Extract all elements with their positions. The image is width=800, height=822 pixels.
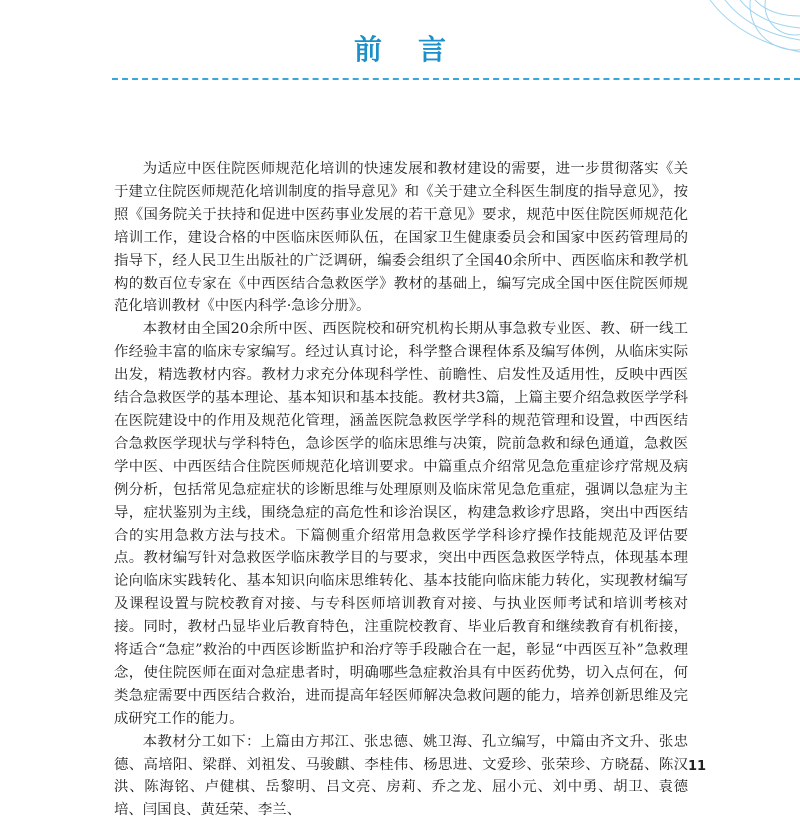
paragraph-purpose: 为适应中医住院医师规范化培训的快速发展和教材建设的需要，进一步贯彻落实《关于建立住院医师规范化培训制度的指导意见》和《关于建立全科医生制度的指导意见》，按照《国务院关于扶持和促进中医药事业发展的若干意见》要求，规范中医住院医师规范化培训工作，建设合格的中医临床医师队伍，在国家卫生健康委员会和国家中医药管理局的指导下，经人民卫生出版社的广泛调研，编委会组织了全国40余所中、西医临床和教学机构的数百位专家在《中西医结合急救医学》教材的基础上，编写完成全国中医住院医师规范化培训教材《中医内科学·急诊分册》。 xyxy=(114,161,688,315)
title-divider xyxy=(112,78,800,80)
page-title: 前言 xyxy=(353,33,482,66)
paragraph-content: 本教材由全国20余所中医、西医院校和研究机构长期从事急救专业医、教、研一线工作经验丰富的临床专家编写。经过认真讨论，科学整合课程体系及编写体例，从临床实际出发，精选教材内容。教材力求充分体现科学性、前瞻性、启发性及适用性，反映中西医结合急救医学的基本理论、基本知识和基本技能。教材共3篇，上篇主要介绍急救医学学科在医院建设中的作用及规范化管理，涵盖医院急救医学学科的规范管理和设置，中西医结合急救医学现状与学科特色，急诊医学的临床思维与决策，院前急救和绿色通道，急救医学中医、中西医结合住院医师规范化培训要求。中篇重点介绍常见急危重症诊疗常规及病例分析，包括常见急症症状的诊断思维与处理原则及临床常见急危重症，强调以急症为主导，症状鉴别为主线，围绕急症的高危性和诊治误区，构建急救诊疗思路，突出中西医结合的实用急救方法与技术。下篇侧重介绍常用急救医学学科诊疗操作技能规范及评估要点。教材编写针对急救医学临床教学目的与要求，突出中西医急救医学特点，体现基本理论向临床实践转化、基本知识向临床思维转化、基本技能向临床能力转化，实现教材编写及课程设置与院校教育对接、与专科医师培训教育对接、与执业医师考试和培训考核对接。同时，教材凸显毕业后教育特色，注重院校教育、毕业后教育和继续教育有机衔接，将适合“急症”救治的中西医诊断监护和治疗等手段融合在一起，彰显“中西医互补”急救理念，使住院医师在面对急症患者时，明确哪些急症救治具有中医药优势，切入点何在，何类急症需要中西医结合救治，进而提高年轻医师解决急救问题的能力，培养创新思维及完成研究工作的能力。 xyxy=(114,321,688,727)
page-number: 11 xyxy=(688,759,707,774)
body-text xyxy=(114,158,688,822)
paragraph-authors: 本教材分工如下：上篇由方邦江、张忠德、姚卫海、孔立编写，中篇由齐文升、张忠德、高培阳、梁群、刘祖发、马骏麒、李桂伟、杨思进、文爱珍、张荣珍、方晓磊、陈汉洪、陈海铭、卢健棋、岳黎明、吕文亮、房莉、乔之龙、屈小元、刘中勇、胡卫、袁德培、闫国良、黄廷荣、李兰、 xyxy=(114,733,688,819)
